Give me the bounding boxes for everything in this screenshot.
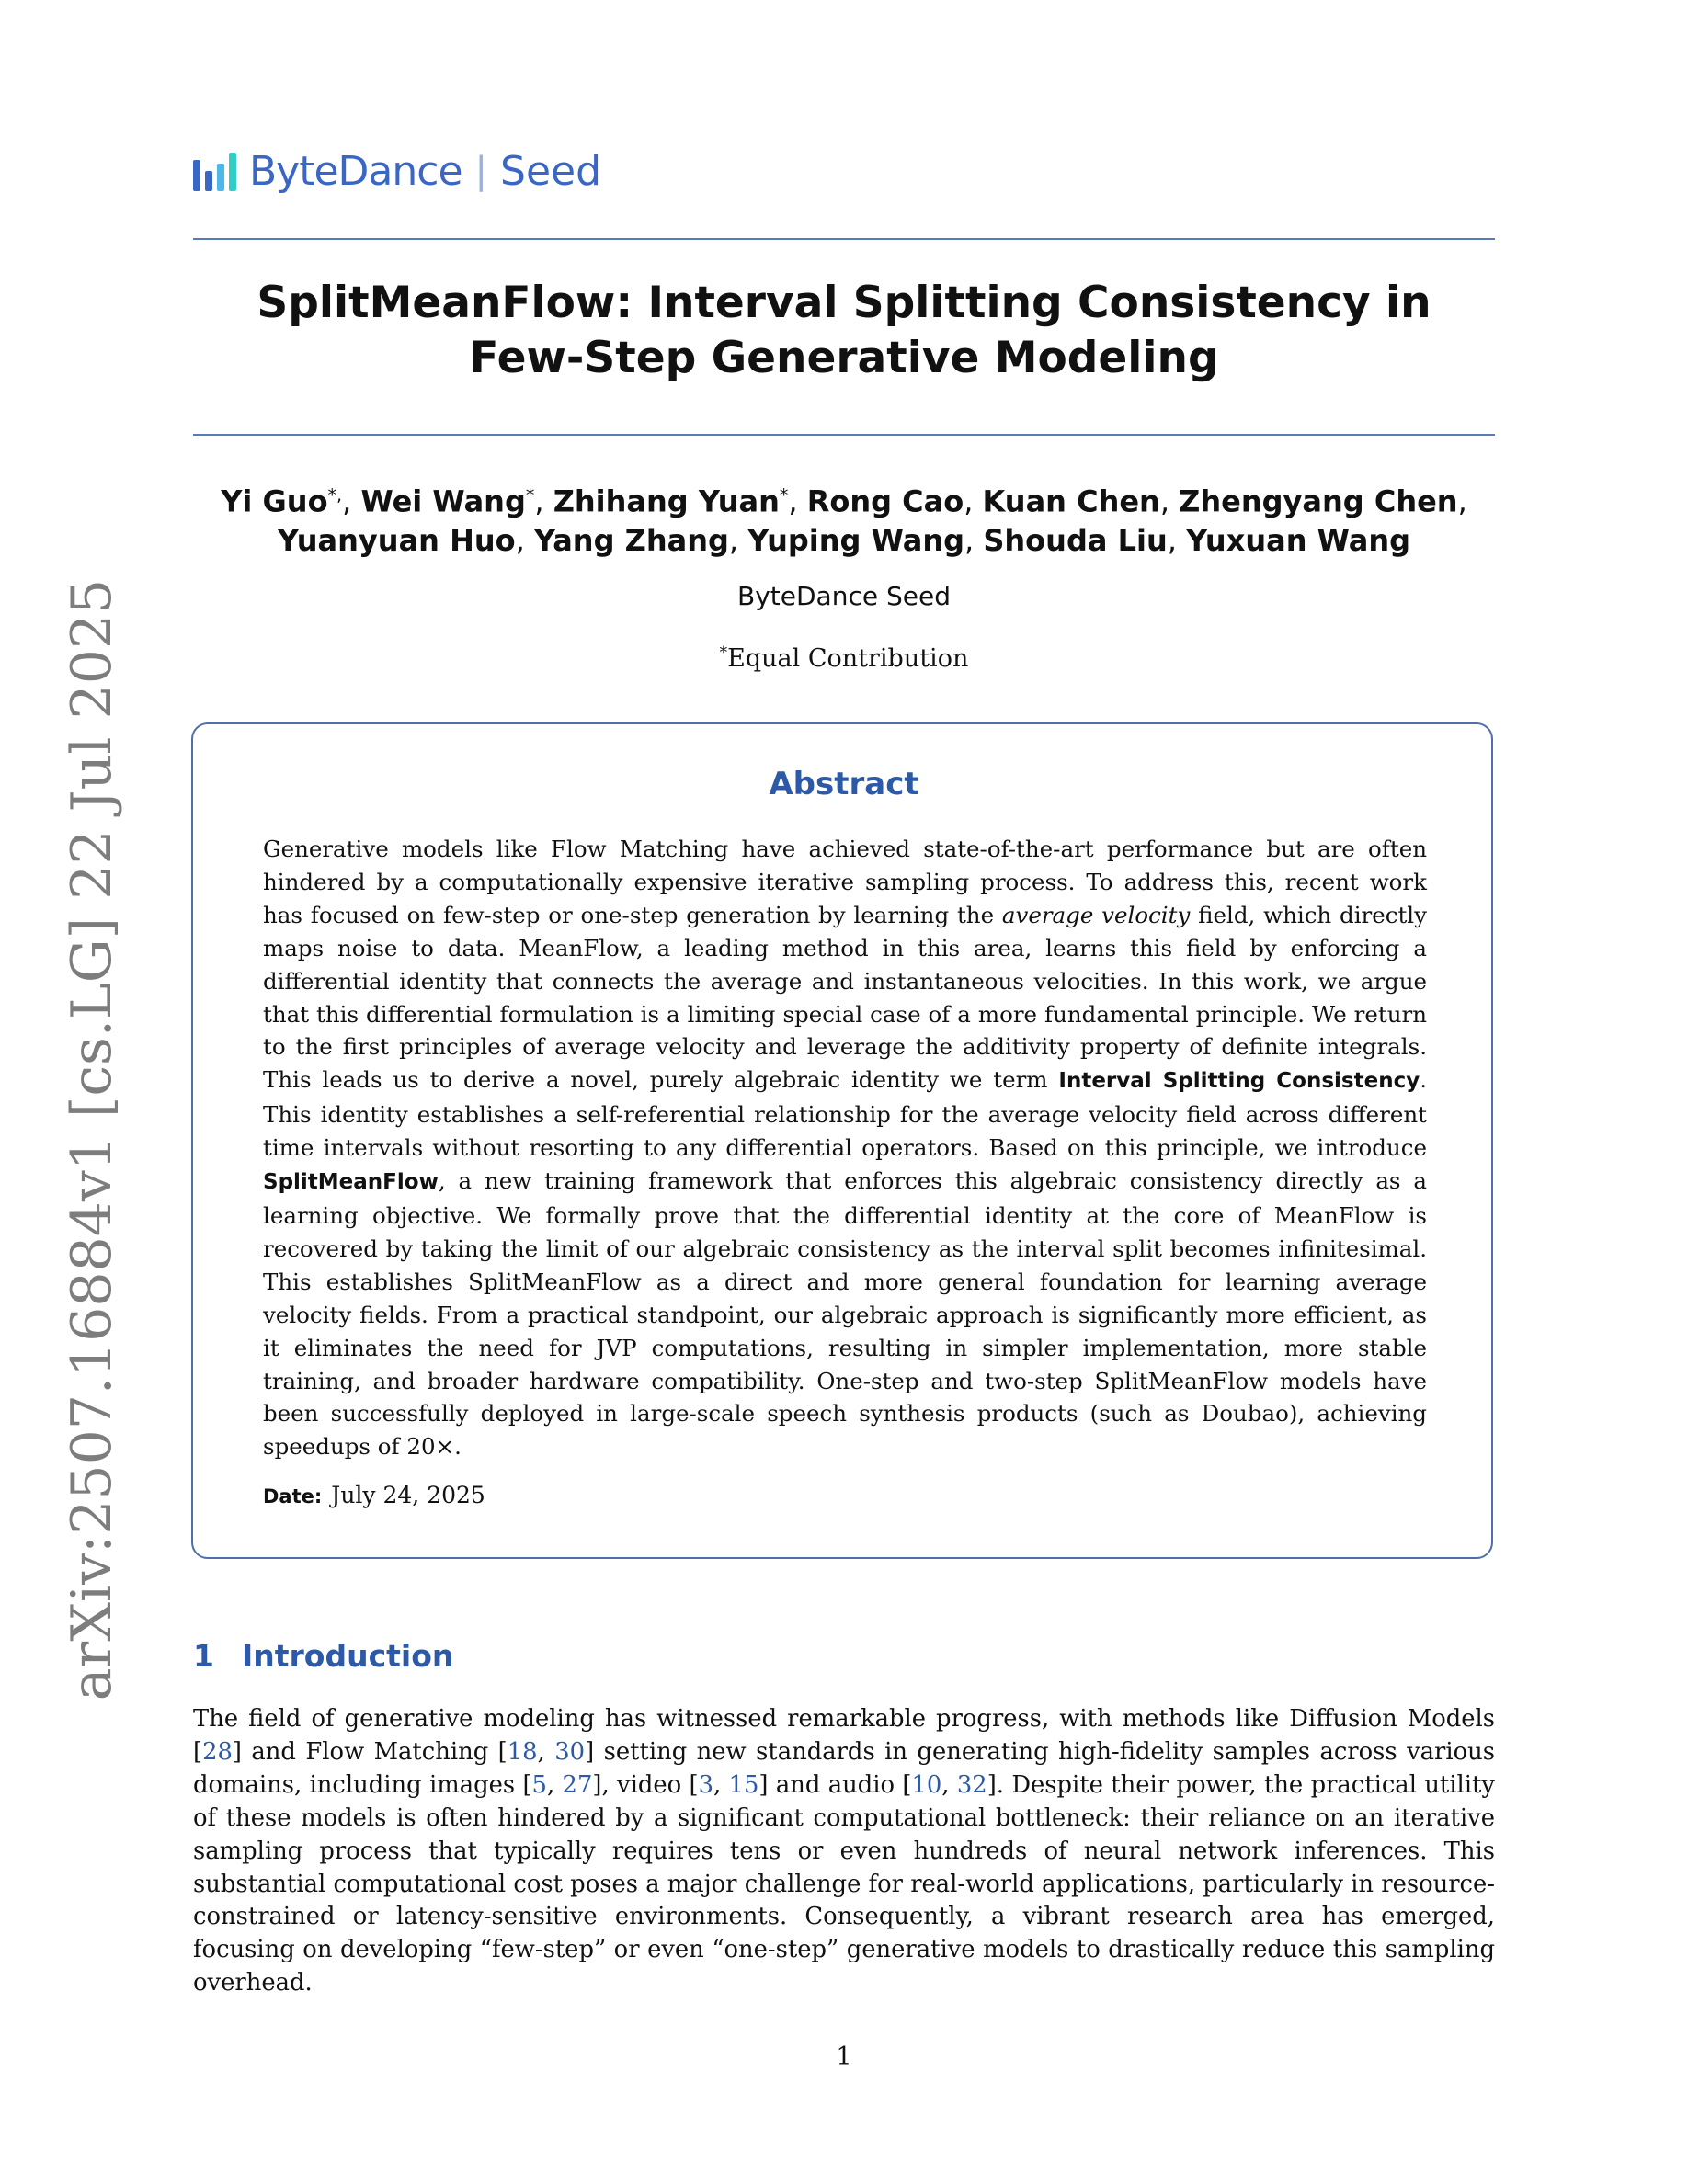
date-label: Date:	[263, 1485, 323, 1507]
author-line-1: Yi Guo*,, Wei Wang*, Zhihang Yuan*, Rong Cao, Kuan Chen, Zhengyang Chen,	[221, 483, 1467, 519]
abstract-box	[191, 722, 1493, 1559]
paper-title	[193, 276, 1495, 386]
date-value: July 24, 2025	[331, 1482, 485, 1508]
intro-text-run: ]. Despite their power, the practical utility of these models is often hindered by a significant computational bottleneck: their reliance on an iterative sampling process that typically requires tens or even hundreds of neural network inferences. This substantial computational cost poses a major challenge for real-world applications, particularly in resource-constrained or latency-sensitive environments. Consequently, a vibrant research area has emerged, focusing on developing “few-step” or even “one-step” generative models to drastically reduce this sampling overhead.	[193, 1770, 1495, 1997]
intro-text-run: ,	[941, 1770, 957, 1799]
logo-separator: |	[474, 150, 488, 192]
equal-contribution-note	[193, 643, 1495, 673]
affiliation: ByteDance Seed	[737, 581, 951, 611]
citation-link[interactable]: 27	[562, 1770, 593, 1799]
title-line-2: Few-Step Generative Modeling	[469, 333, 1219, 383]
intro-text-run: ] and audio [	[758, 1770, 912, 1799]
equal-contribution-text: Equal Contribution	[727, 644, 969, 673]
logo-bar	[193, 160, 200, 191]
abstract-emphasis: average velocity	[1001, 901, 1191, 928]
abstract-text-run: . This identity establishes a self-referential relationship for the average velocity field across different time intervals without resorting to any differential operators. Based on this principle, we introduce	[263, 1066, 1427, 1162]
logo-bar	[205, 171, 212, 191]
intro-text-run: ] setting new standards in generating high-fidelity samples across various domains, including images [	[193, 1737, 1495, 1799]
author-name: Yuxuan Wang	[1186, 522, 1411, 558]
title-bottom-rule	[193, 434, 1495, 436]
author-line-2: Yuanyuan Huo, Yang Zhang, Yuping Wang, Shouda Liu, Yuxuan Wang	[277, 522, 1411, 558]
logo-bar	[229, 153, 236, 191]
section-title: Introduction	[241, 1638, 454, 1674]
author-name: Yuping Wang	[747, 522, 964, 558]
logo-product-text: Seed	[500, 147, 602, 195]
author-name: Shouda Liu	[983, 522, 1168, 558]
intro-text-run: ,	[537, 1737, 555, 1766]
arxiv-stamp: arXiv:2507.16884v1 [cs.LG] 22 Jul 2025	[60, 578, 124, 1701]
bytedance-seed-logo	[193, 145, 601, 197]
author-name: Yuanyuan Huo	[277, 522, 516, 558]
date-line	[263, 1482, 485, 1508]
abstract-text	[263, 833, 1427, 1463]
author-name: Kuan Chen	[982, 483, 1160, 519]
author-mark: *	[779, 485, 789, 506]
introduction-paragraph	[193, 1703, 1495, 2000]
intro-text-run: ], video [	[592, 1770, 699, 1799]
logo-brand-text: ByteDance	[249, 147, 462, 195]
author-name: Yang Zhang	[533, 522, 729, 558]
author-name: Zhengyang Chen	[1179, 483, 1458, 519]
intro-text-run: ] and Flow Matching [	[232, 1737, 508, 1766]
citation-link[interactable]: 3	[698, 1770, 714, 1799]
author-mark: *,	[327, 485, 343, 506]
citation-link[interactable]: 18	[507, 1737, 538, 1766]
page-number: 1	[836, 2042, 852, 2071]
author-mark: *	[525, 485, 535, 506]
author-name: Rong Cao	[806, 483, 964, 519]
author-name: Zhihang Yuan	[553, 483, 780, 519]
author-name: Wei Wang	[360, 483, 526, 519]
abstract-text-run: Generative models like Flow Matching have achieved state-of-the-art performance but are often hindered by a computationally expensive iterative sampling process. To address this, recent work has focused on few-step or one-step generation by learning the	[263, 836, 1427, 928]
bytedance-bars-icon	[193, 151, 236, 191]
equal-contribution-mark: *	[719, 643, 728, 662]
abstract-heading: Abstract	[769, 766, 919, 802]
citation-link[interactable]: 5	[531, 1770, 547, 1799]
citation-link[interactable]: 10	[911, 1770, 942, 1799]
citation-link[interactable]: 28	[202, 1737, 233, 1766]
intro-text-run: The field of generative modeling has witnessed remarkable progress, with methods like Diffusion Models [	[193, 1705, 1495, 1766]
intro-text-run: ,	[546, 1770, 563, 1799]
citation-link[interactable]: 15	[728, 1770, 759, 1799]
citation-link[interactable]: 32	[956, 1770, 987, 1799]
author-list	[193, 476, 1495, 560]
title-line-1: SplitMeanFlow: Interval Splitting Consistency in	[257, 278, 1431, 328]
author-name: Yi Guo	[221, 483, 328, 519]
logo-bar	[217, 164, 224, 191]
section-heading	[193, 1638, 453, 1674]
citation-link[interactable]: 30	[554, 1737, 586, 1766]
top-rule	[193, 238, 1495, 240]
section-number: 1	[193, 1638, 214, 1674]
abstract-term-splitmeanflow: SplitMeanFlow	[263, 1170, 439, 1195]
intro-text-run: ,	[713, 1770, 729, 1799]
abstract-term-interval-splitting: Interval Splitting Consistency	[1058, 1069, 1420, 1094]
abstract-text-run: field, which directly maps noise to data. MeanFlow, a leading method in this area, learns this field by enforcing a differential identity that connects the average and instantaneous velocities. In this work, we argue that this differential formulation is a limiting special case of a more fundamental principle. We return to the first principles of average velocity and leverage the additivity property of definite integrals. This leads us to derive a novel, purely algebraic identity we term	[263, 901, 1427, 1094]
abstract-text-run: , a new training framework that enforces this algebraic consistency directly as a learning objective. We formally prove that the differential identity at the core of MeanFlow is recovered by taking the limit of our algebraic consistency as the interval split becomes infinitesimal. This establishes SplitMeanFlow as a direct and more general foundation for learning average velocity fields. From a practical standpoint, our algebraic approach is significantly more efficient, as it eliminates the need for JVP computations, resulting in simpler implementation, more stable training, and broader hardware compatibility. One-step and two-step SplitMeanFlow models have been successfully deployed in large-scale speech synthesis products (such as Doubao), achieving speedups of 20×.	[263, 1167, 1427, 1461]
